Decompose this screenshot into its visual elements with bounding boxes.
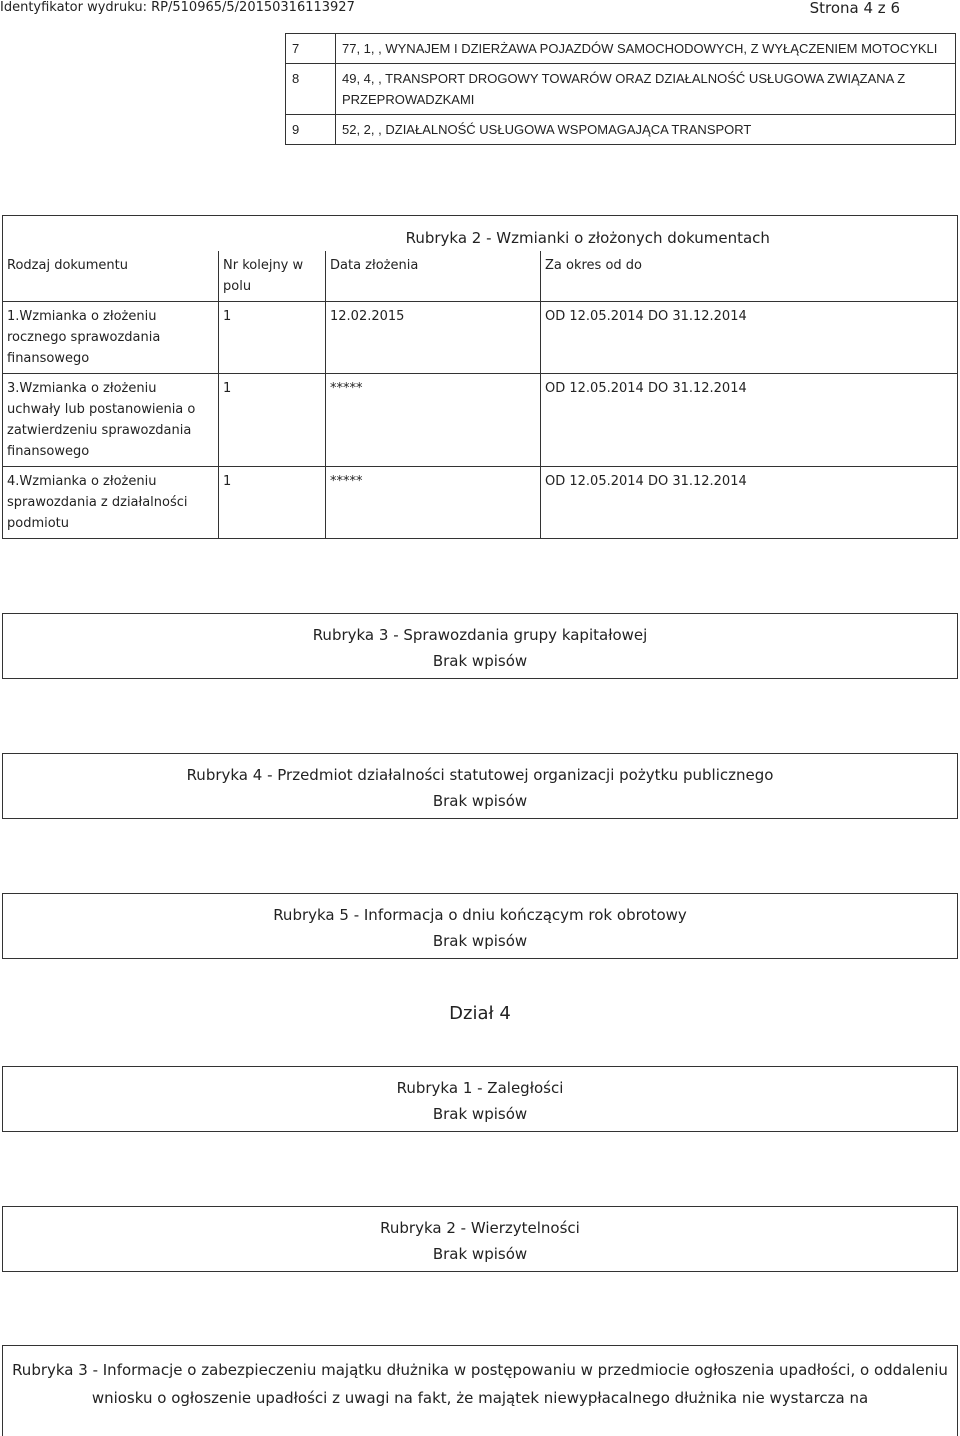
cell-okres: OD 12.05.2014 DO 31.12.2014	[541, 374, 958, 467]
dzial4-rubryka-3-section	[2, 1345, 958, 1436]
cell-okres: OD 12.05.2014 DO 31.12.2014	[541, 467, 958, 539]
section-body: Brak wpisów	[432, 792, 528, 810]
table-header-row	[3, 251, 958, 302]
section-title: Rubryka 4 - Przedmiot działalności statutowej organizacji pożytku publicznego	[186, 766, 774, 784]
section-body: Brak wpisów	[432, 1105, 528, 1123]
header-rodzaj: Rodzaj dokumentu	[3, 251, 219, 302]
section-title: Rubryka 5 - Informacja o dniu kończącym rok obrotowy	[273, 906, 687, 924]
cell-nr: 1	[219, 374, 326, 467]
rubryka-5-section	[2, 893, 958, 959]
row-number: 7	[286, 34, 336, 64]
table-row	[3, 302, 958, 374]
page-header	[0, 0, 960, 18]
section-title: Rubryka 3 - Sprawozdania grupy kapitałowej	[312, 626, 648, 644]
cell-nr: 1	[219, 302, 326, 374]
row-text: 52, 2, , DZIAŁALNOŚĆ USŁUGOWA WSPOMAGAJĄCA TRANSPORT	[336, 115, 956, 145]
section-title: Rubryka 1 - Zaległości	[396, 1079, 564, 1097]
cell-data: *****	[326, 374, 541, 467]
dzial-4-heading: Dział 4	[449, 1003, 511, 1024]
section-title: Rubryka 3 - Informacje o zabezpieczeniu majątku dłużnika w postępowaniu w przedmiocie ogłoszenia upadłości, o oddaleniu wniosku o ogłoszenie upadłości z uwagi na fakt, że majątek niewypłacalnego dłużnika nie wystarcza na	[12, 1361, 948, 1407]
dzial4-rubryka-2-section	[2, 1206, 958, 1272]
cell-nr: 1	[219, 467, 326, 539]
section-body: Brak wpisów	[432, 932, 528, 950]
rubryka-3-section	[2, 613, 958, 679]
section-title: Rubryka 2 - Wierzytelności	[380, 1219, 580, 1237]
page-number: Strona 4 z 6	[809, 0, 900, 17]
row-text: 77, 1, , WYNAJEM I DZIERŻAWA POJAZDÓW SAMOCHODOWYCH, Z WYŁĄCZENIEM MOTOCYKLI	[336, 34, 956, 64]
table-row	[3, 467, 958, 539]
table-row	[286, 115, 956, 145]
row-number: 9	[286, 115, 336, 145]
section-body: Brak wpisów	[432, 1245, 528, 1263]
pkd-table	[285, 33, 956, 145]
cell-okres: OD 12.05.2014 DO 31.12.2014	[541, 302, 958, 374]
table-row	[286, 34, 956, 64]
cell-rodzaj: 1.Wzmianka o złożeniu rocznego sprawozdania finansowego	[3, 302, 219, 374]
print-identifier: Identyfikator wydruku: RP/510965/5/20150316113927	[0, 0, 355, 15]
rubryka-2-table	[2, 215, 958, 539]
header-nr: Nr kolejny w polu	[219, 251, 326, 302]
cell-rodzaj: 4.Wzmianka o złożeniu sprawozdania z działalności podmiotu	[3, 467, 219, 539]
rubryka-4-section	[2, 753, 958, 819]
row-text: 49, 4, , TRANSPORT DROGOWY TOWARÓW ORAZ DZIAŁALNOŚĆ USŁUGOWA ZWIĄZANA Z PRZEPROWADZKAMI	[336, 64, 956, 115]
cell-rodzaj: 3.Wzmianka o złożeniu uchwały lub postanowienia o zatwierdzeniu sprawozdania finansowego	[3, 374, 219, 467]
cell-data: 12.02.2015	[326, 302, 541, 374]
dzial4-rubryka-1-section	[2, 1066, 958, 1132]
header-okres: Za okres od do	[541, 251, 958, 302]
rubryka-2-title: Rubryka 2 - Wzmianki o złożonych dokumentach	[219, 216, 958, 252]
row-number: 8	[286, 64, 336, 115]
section-body: Brak wpisów	[432, 652, 528, 670]
cell-data: *****	[326, 467, 541, 539]
header-data: Data złożenia	[326, 251, 541, 302]
table-row	[3, 374, 958, 467]
table-row	[286, 64, 956, 115]
